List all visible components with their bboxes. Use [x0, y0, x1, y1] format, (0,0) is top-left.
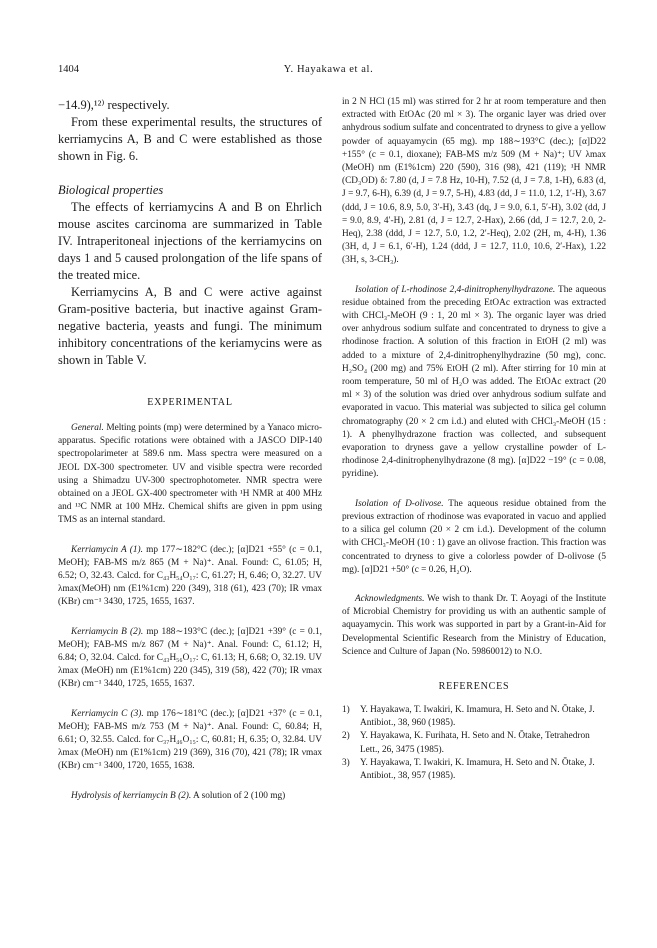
reference-list [342, 704, 606, 783]
reference-number: 1) [342, 704, 350, 715]
label-olivose: Isolation of D-olivose. [355, 498, 444, 509]
paragraph-general [58, 422, 322, 528]
paragraph-hydrolysis [58, 790, 322, 803]
text-hydrolysis: A solution of 2 (100 mg) [191, 790, 286, 801]
left-column [58, 97, 322, 803]
reference-number: 2) [342, 731, 350, 742]
label-kerriamycin-b: Kerriamycin B (2). [71, 626, 144, 637]
label-kerriamycin-c: Kerriamycin C (3). [71, 708, 144, 719]
label-general: General. [71, 423, 104, 433]
paragraph-kerriamycin-c [58, 708, 322, 774]
reference-item [342, 704, 606, 730]
paragraph-olivose [342, 498, 606, 577]
reference-number: 3) [342, 757, 350, 768]
reference-text: Y. Hayakawa, T. Iwakiri, K. Imamura, H. Seto and N. Ōtake, J. Antibiot., 38, 960 (1985). [360, 704, 595, 729]
reference-item [342, 757, 606, 783]
paragraph-kerriamycin-b [58, 626, 322, 692]
reference-text: Y. Hayakawa, K. Furihata, H. Seto and N. Ōtake, Tetrahedron Lett., 26, 3475 (1985). [360, 731, 590, 755]
label-rhodinose: Isolation of L-rhodinose 2,4-dinitrophenylhydrazone. [355, 284, 556, 295]
reference-text: Y. Hayakawa, T. Iwakiri, K. Imamura, H. Seto and N. Ōtake, J. Antibiot., 38, 957 (1985). [360, 757, 595, 781]
text-general: Melting points (mp) were determined by a Yanaco micro-apparatus. Specific rotations were obtained with a JASCO DIP-140 spectropolarimeter at 589.6 nm. Mass spectra were measured on a JEOL DX-300 spectrometer. UV and visible spectra were recorded using a Shimadzu UV-300 spectrophotometer. NMR spectra were obtained on a JEOL GX-400 spectrometer with ¹H NMR at 400 MHz and ¹³C NMR at 100 MHz. Chemical shifts are given in ppm using TMS as an internal standard. [58, 423, 322, 526]
section-heading-references: REFERENCES [438, 680, 510, 692]
paragraph-rhodinose [342, 284, 606, 482]
text-kerriamycin-b: mp 188∼193°C (dec.); [α]D21 +39° (c = 0.1, MeOH); FAB-MS m/z 867 (M + Na)⁺. Anal. Found: C, 61.12; H, 6.84; O, 32.04. Calcd. for C₄₃H₅₆O₁₇: C, 61.13; H, 6.68; O, 32.19. UV λmax (MeOH) nm (E1%1cm) 220 (345), 319 (58), 422 (70); IR νmax (KBr) cm⁻¹ 3440, 1725, 1655, 1637. [58, 626, 322, 690]
paragraph-structures: From these experimental results, the structures of kerriamycins A, B and C were established as those shown in Fig. 6. [58, 115, 322, 163]
text-kerriamycin-a: mp 177∼182°C (dec.); [α]D21 +55° (c = 0.1, MeOH); FAB-MS m/z 865 (M + Na)⁺. Anal. Found: C, 61.05; H, 6.52; O, 32.43. Calcd. for C₄₃H₅₄O₁₇: C, 61.27; H, 6.46; O, 32.27. UV λmax(MeOH) nm (E1%1cm) 220 (349), 318 (61), 423 (70); IR νmax (KBr) cm⁻¹ 3430, 1725, 1655, 1637. [58, 544, 322, 608]
text-kerriamycin-c: mp 176∼181°C (dec.); [α]D21 +37° (c = 0.1, MeOH); FAB-MS m/z 753 (M + Na)⁺. Anal. Found: C, 60.84; H, 6.61; O, 32.55. Calcd. for C₃₇H₄₆O₁₅: C, 60.81; H, 6.35; O, 32.84. UV λmax (MeOH) nm (E1%1cm) 219 (369), 316 (70), 421 (78); IR νmax (KBr) cm⁻¹ 3400, 1720, 1655, 1638. [58, 708, 322, 772]
text-rhodinose: The aqueous residue obtained from the preceding EtOAc extraction was extracted with CHCl₃-MeOH (9 : 1, 20 ml × 3). The organic layer was dried over anhydrous sodium sulfate and concentrated to dryness to give a rhodinose fraction. A solution of this fraction in EtOH (2 ml) was added to a mixture of 2,4-dinitrophenylhydrazine (50 mg), conc. H₂SO₄ (200 mg) and 75% EtOH (2 ml). After stirring for 10 min at room temperature, 50 ml of H₂O was added. The EtOAc extract (20 ml × 3) of the solution was dried over anhydrous sodium sulfate and evaporated in vacuo. This material was subjected to silica gel column chromatography (20 × 2 cm i.d.) and eluted with CHCl₃-MeOH (15 : 1). A phenylhydrazone fraction was collected, and subsequent evaporation to dryness gave a yellow crystalline powder of L-rhodinose 2,4-dinitrophenylhydrazone (8 mg). [α]D22 −19° (c = 0.08, pyridine). [342, 284, 606, 480]
paragraph-hydrolysis-continued: in 2 N HCl (15 ml) was stirred for 2 hr at room temperature and then extracted with EtOAc (20 ml × 3). The organic layer was dried over anhydrous sodium sulfate and concentrated to dryness to give a yellow powder of aquayamycin (65 mg). mp 188∼193°C (dec.); [α]D22 +155° (c = 0.1, dioxane); FAB-MS m/z 509 (M + Na)⁺; UV λmax (MeOH) nm (E1%1cm) 220 (590), 316 (98), 421 (119); ¹H NMR (CD₃OD) δ: 7.80 (d, J = 7.8 Hz, 10-H), 7.52 (d, J = 7.8, 1-H), 6.83 (d, J = 9.7, 6-H), 6.39 (d, J = 9.7, 5-H), 4.83 (dd, J = 11.0, 1.2, 1′-H), 3.67 (ddd, J = 10.6, 8.9, 5.0, 3′-H), 3.43 (dq, J = 9.0, 6.1, 5′-H), 3.02 (dd, J = 9.0, 8.9, 4′-H), 2.81 (d, J = 12.7, 2-Hax), 2.66 (dd, J = 12.7, 2.0, 2-Heq), 2.38 (ddd, J = 12.7, 5.0, 1.2, 2′-Heq), 2.02 (2H, m, 4-H), 1.36 (3H, d, J = 6.1, 6′-H), 1.24 (ddd, J = 12.7, 11.0, 10.6, 2′-Hax), 1.22 (3H, s, 3-CH₃). [342, 97, 606, 266]
label-acknowledgments: Acknowledgments. [355, 593, 425, 604]
running-head: Y. Hayakawa et al. [283, 64, 374, 75]
text-acknowledgments: We wish to thank Dr. T. Aoyagi of the Institute of Microbial Chemistry for providing us with an authentic sample of aquayamycin. This work was supported in part by a Grant-in-Aid for Developmental Scientific Research from the Ministry of Education, Science and Culture of Japan (No. 59860012) to N.O. [342, 593, 606, 657]
reference-item [342, 730, 606, 756]
paragraph-ehrlich: The effects of kerriamycins A and B on Ehrlich mouse ascites carcinoma are summarized in Table IV. Intraperitoneal injections of the kerriamycins on days 1 and 5 caused prolongation of the life spans of the treated mice. [58, 200, 322, 282]
paragraph-acknowledgments [342, 593, 606, 659]
page-number: 1404 [58, 64, 79, 75]
right-column [342, 96, 606, 783]
paragraph-kerriamycin-a [58, 544, 322, 610]
paragraph-antimicrobial: Kerriamycins A, B and C were active against Gram-positive bacteria, but inactive against Gram-negative bacteria, yeasts and fungi. The minimum inhibitory concentrations of the keriamycins were as shown in Table V. [58, 285, 322, 367]
section-heading-experimental: EXPERIMENTAL [147, 397, 233, 408]
section-heading-biological: Biological properties [58, 183, 164, 197]
paragraph-continued: −14.9),¹²⁾ respectively. [58, 98, 170, 112]
text-olivose: The aqueous residue obtained from the previous extraction of rhodinose was evaporated in vacuo and applied to a silica gel column (20 × 2 cm i.d.). Development of the column with CHCl₃-MeOH (10 : 1) gave an olivose fraction. This fraction was concentrated to dryness to give a colorless powder of D-olivose (5 mg). [α]D21 +50° (c = 0.26, H₂O). [342, 498, 607, 575]
label-hydrolysis: Hydrolysis of kerriamycin B (2). [71, 790, 192, 801]
label-kerriamycin-a: Kerriamycin A (1). [71, 544, 143, 555]
